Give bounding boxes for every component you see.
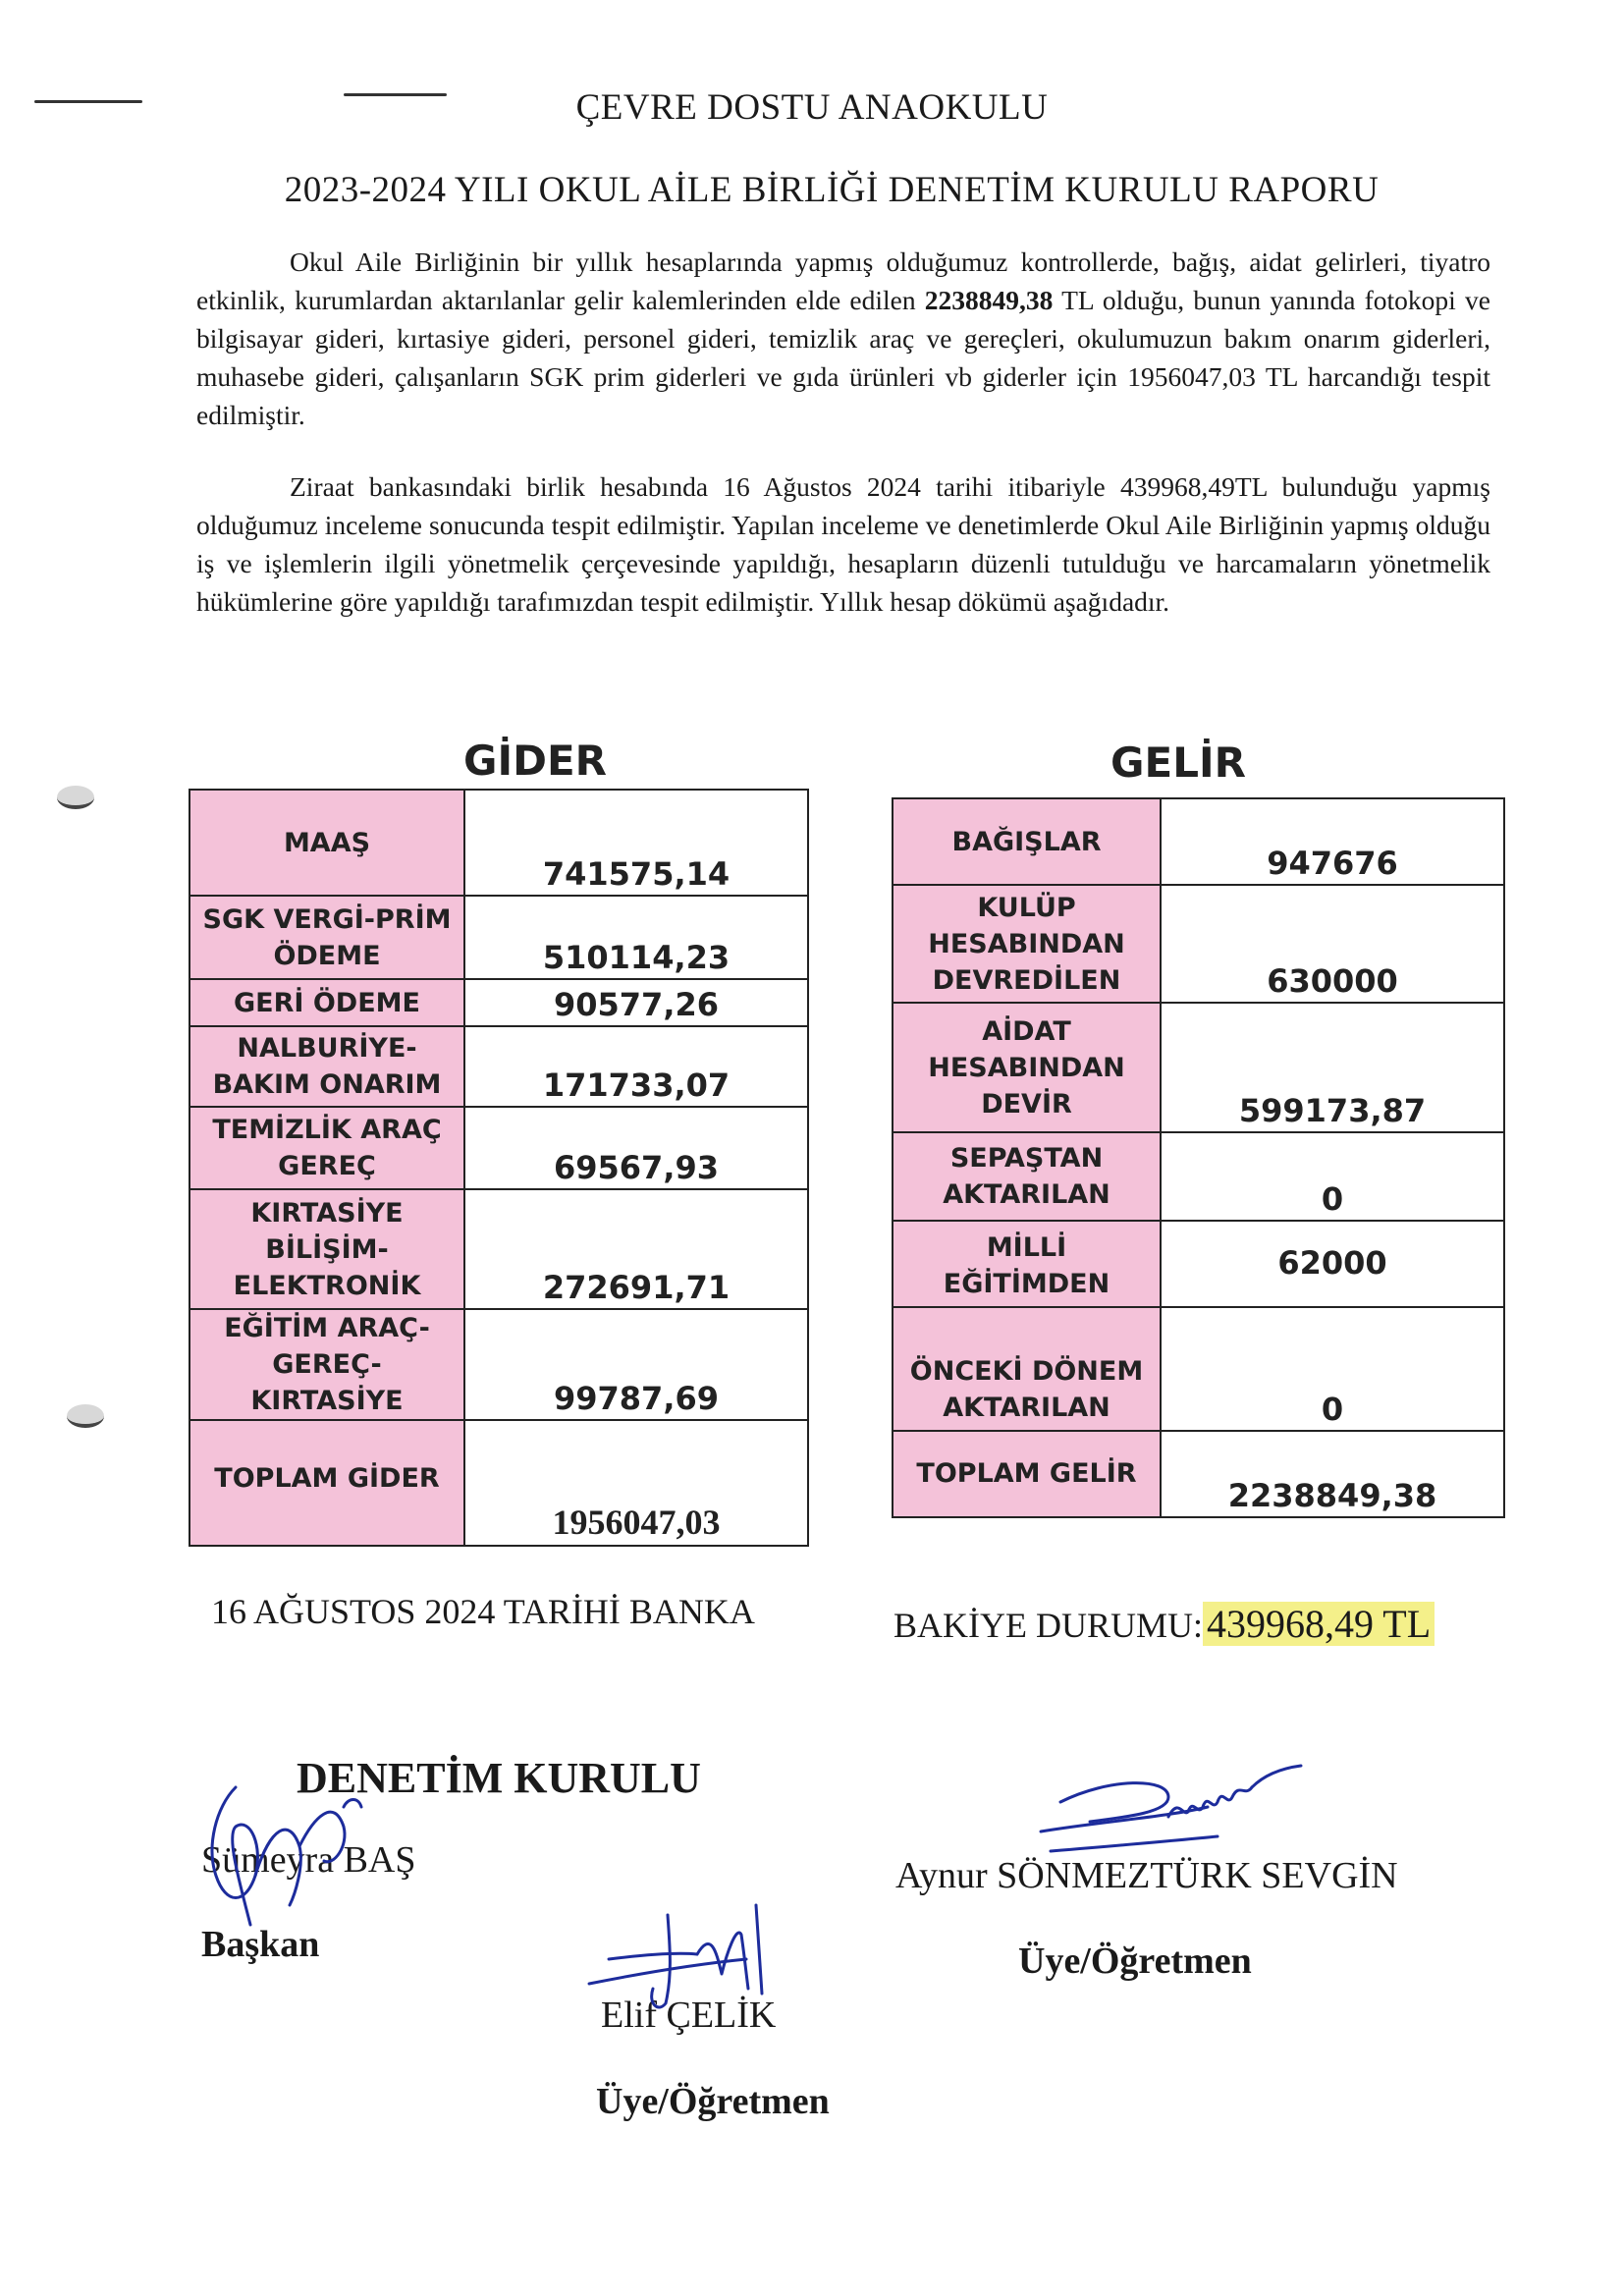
paragraph-text: TL olduğu, bunun yanında fotokopi ve bilgisayar gideri, kırtasiye gideri, personel gideri, temizlik araç ve gereçleri, okulumuzun bakım onarım giderleri, muhasebe gideri, çalışanların SGK prim giderleri ve gıda ürünleri vb giderler için 1956047,03 TL harcandığı tespit edilmiştir.	[196, 285, 1490, 430]
income-total-bold: 2238849,38	[924, 285, 1054, 315]
member-name-3: Aynur SÖNMEZTÜRK SEVGİN	[895, 1855, 1398, 1896]
table-row-total	[189, 1420, 808, 1546]
total-label: TOPLAM GELİR	[893, 1431, 1161, 1517]
income-table	[892, 797, 1505, 1518]
table-row	[189, 896, 808, 979]
row-label: GERİ ÖDEME	[189, 979, 464, 1026]
table-row	[893, 1307, 1504, 1431]
table-row	[189, 979, 808, 1026]
row-value: 599173,87	[1161, 1003, 1504, 1132]
table-row	[189, 790, 808, 896]
school-name: ÇEVRE DOSTU ANAOKULU	[575, 87, 1049, 128]
row-value: 947676	[1161, 798, 1504, 885]
punch-hole-bottom	[67, 1404, 104, 1428]
row-value: 272691,71	[464, 1189, 808, 1309]
table-row	[189, 1189, 808, 1309]
row-value: 510114,23	[464, 896, 808, 979]
balance-value: 439968,49 TL	[1203, 1602, 1435, 1646]
row-value: 741575,14	[464, 790, 808, 896]
table-row	[189, 1026, 808, 1107]
signature-2	[579, 1895, 805, 2013]
income-table-title: GELİR	[1110, 738, 1246, 787]
total-value: 2238849,38	[1161, 1431, 1504, 1517]
bank-balance	[893, 1601, 1435, 1647]
total-value: 1956047,03	[464, 1420, 808, 1546]
total-label: TOPLAM GİDER	[189, 1420, 464, 1546]
row-value: 99787,69	[464, 1309, 808, 1420]
member-role-1: Başkan	[201, 1924, 320, 1965]
row-label: BAĞIŞLAR	[893, 798, 1161, 885]
row-value: 62000	[1161, 1221, 1504, 1307]
bank-date-text: 16 AĞUSTOS 2024 TARİHİ BANKA	[211, 1592, 755, 1631]
table-row	[893, 1132, 1504, 1221]
table-row	[893, 798, 1504, 885]
paragraph-income-expense	[196, 243, 1490, 434]
row-value: 630000	[1161, 885, 1504, 1003]
row-label: SEPAŞTAN AKTARILAN	[893, 1132, 1161, 1221]
table-row	[189, 1309, 808, 1420]
row-value: 0	[1161, 1307, 1504, 1431]
punch-hole-top	[57, 786, 94, 809]
table-row	[893, 885, 1504, 1003]
signature-1	[196, 1768, 393, 1944]
row-value: 0	[1161, 1132, 1504, 1221]
report-title: 2023-2024 YILI OKUL AİLE BİRLİĞİ DENETİM KURULU RAPORU	[284, 170, 1380, 210]
row-label: MAAŞ	[189, 790, 464, 896]
row-value: 90577,26	[464, 979, 808, 1026]
row-label: KULÜP HESABINDAN DEVREDİLEN	[893, 885, 1161, 1003]
row-label: KIRTASİYE BİLİŞİM-ELEKTRONİK	[189, 1189, 464, 1309]
row-label: MİLLİ EĞİTİMDEN	[893, 1221, 1161, 1307]
signature-3	[1021, 1758, 1316, 1886]
table-row	[893, 1003, 1504, 1132]
member-role-2: Üye/Öğretmen	[596, 2081, 830, 2122]
paragraph-text: Okul Aile Birliğinin bir yıllık hesaplarında yapmış olduğumuz kontrollerde, bağış, aidat gelirleri, tiyatro etkinlik, kurumlardan aktarılanlar gelir kalemlerinden elde edilen	[196, 246, 1490, 315]
paragraph-bank-audit: Ziraat bankasındaki birlik hesabında 16 Ağustos 2024 tarihi itibariyle 439968,49TL bulunduğu yapmış olduğumuz inceleme sonucunda tespit edilmiştir. Yapılan inceleme ve denetimlerde Okul Aile Birliğinin yapmış olduğu iş ve işlemlerin ilgili yönetmelik çerçevesinde yapıldığı, hesapların düzenli tutulduğu ve harcamaların yönetmelik hükümlerine göre yapıldığı tarafımızdan tespit edilmiştir. Yıllık hesap dökümü aşağıdadır.	[196, 471, 1490, 617]
member-name-1: Sümeyra BAŞ	[201, 1839, 416, 1881]
member-name-2: Elif ÇELİK	[601, 1995, 777, 2036]
row-label: AİDAT HESABINDAN DEVİR	[893, 1003, 1161, 1132]
row-label: EĞİTİM ARAÇ-GEREÇ- KIRTASİYE	[189, 1309, 464, 1420]
row-value: 69567,93	[464, 1107, 808, 1189]
expense-table	[189, 789, 809, 1547]
row-value: 171733,07	[464, 1026, 808, 1107]
expense-table-title: GİDER	[463, 737, 607, 785]
table-row-total	[893, 1431, 1504, 1517]
balance-label: BAKİYE DURUMU:	[893, 1606, 1203, 1645]
row-label: NALBURİYE-BAKIM ONARIM	[189, 1026, 464, 1107]
table-row	[893, 1221, 1504, 1307]
row-label: SGK VERGİ-PRİM ÖDEME	[189, 896, 464, 979]
row-label: ÖNCEKİ DÖNEM AKTARILAN	[893, 1307, 1161, 1431]
table-row	[189, 1107, 808, 1189]
committee-title: DENETİM KURULU	[297, 1754, 701, 1802]
row-label: TEMİZLİK ARAÇ GEREÇ	[189, 1107, 464, 1189]
member-role-3: Üye/Öğretmen	[1018, 1941, 1252, 1982]
